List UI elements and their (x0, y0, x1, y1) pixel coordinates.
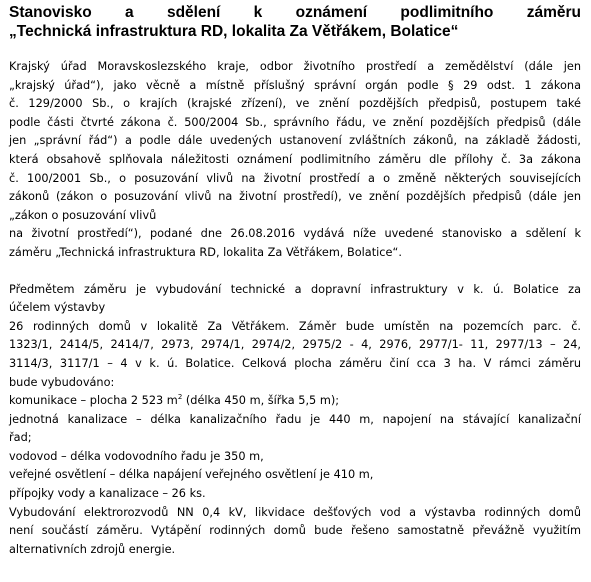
road-text: komunikace – plocha 2 523 m (9, 394, 178, 408)
text-line: veřejné osvětlení – délka napájení veřejného osvětlení je 410 m, (9, 468, 374, 482)
text-line: č. 129/2000 Sb., o krajích (krajské zřízení), ve znění pozdějších předpisů, postupem také (9, 97, 581, 111)
document-page (9, 0, 581, 559)
paragraph-gap (9, 263, 581, 281)
text-line: Vybudování elektrorozvodů NN 0,4 kV, likvidace dešťových vod a výstavba rodinných domů (9, 505, 581, 519)
text-line: na životní prostředí“), podané dne 26.08.2016 vydává níže uvedené stanovisko a sdělení k (9, 227, 581, 241)
text-line: účelem výstavby (9, 301, 106, 315)
text-line: není součástí záměru. Vytápění rodinných domů bude řešeno samostatně převážně využitím (9, 524, 581, 538)
text-line: 3114/3, 3117/1 – 4 v k. ú. Bolatice. Celková plocha záměru činí cca 3 ha. V rámci záměru (9, 356, 581, 370)
text-line: 1323/1, 2414/5, 2414/7, 2973, 2974/1, 2974/2, 2975/2 - 4, 2976, 2977/1- 11, 2977/13 – 24, (9, 338, 581, 352)
title-line-1: Stanovisko a sdělení k oznámení podlimitního záměru (9, 4, 581, 21)
text-line: zákonů (zákon o posuzování vlivů na životní prostředí), ve znění pozdějších předpisů (dále jen (9, 190, 581, 204)
paragraph-authority (9, 58, 581, 263)
text-line: podle části čtvrté zákona č. 500/2004 Sb., správního řádu, ve znění pozdějších předpisů (dále (9, 115, 581, 129)
text-line: Krajský úřad Moravskoslezského kraje, odbor životního prostředí a zemědělství (dále jen (9, 60, 581, 73)
text-line: která obsahově splňovala náležitosti oznámení podlimitního záměru dle přílohy č. 3a zákona (9, 152, 581, 166)
text-line: „krajský úřad“), jako věcně a místně příslušný správní orgán podle § 29 odst. 1 zákona (9, 78, 581, 92)
text-line: jednotná kanalizace – délka kanalizačního řadu je 440 m, napojení na stávající kanalizační (9, 412, 581, 426)
document-body (9, 58, 581, 559)
road-line (9, 392, 581, 411)
text-line: Předmětem záměru je vybudování technické a dopravní infrastruktury v k. ú. Bolatice za (9, 282, 581, 296)
document-title (9, 0, 581, 41)
road-dimensions: (délka 450 m, šířka 5,5 m); (182, 394, 340, 408)
text-line: alternativních zdrojů energie. (9, 542, 176, 556)
text-line: 26 rodinných domů v lokalitě Za Větřákem. Záměr bude umístěn na pozemcích parc. č. (9, 319, 581, 333)
text-line: „zákon o posuzování vlivů (9, 208, 157, 222)
text-line: přípojky vody a kanalizace – 26 ks. (9, 487, 206, 501)
superscript: 2 (177, 393, 183, 402)
paragraph-subject (9, 281, 581, 560)
text-line: bude vybudováno: (9, 375, 115, 389)
text-line: jen „správní řád“) a podle dále uvedených ustanovení zvláštních zákonů, na základě žádosti, (9, 134, 581, 148)
text-line: řad; (9, 431, 32, 445)
title-line-2: „Technická infrastruktura RD, lokalita Za Větřákem, Bolatice“ (9, 23, 459, 40)
text-line: č. 100/2001 Sb., o posuzování vlivů na životní prostředí a o změně některých souvisejících (9, 171, 581, 185)
text-line: záměru „Technická infrastruktura RD, lokalita Za Větřákem, Bolatice“. (9, 245, 402, 259)
text-line: vodovod – délka vodovodního řadu je 350 m, (9, 449, 264, 463)
